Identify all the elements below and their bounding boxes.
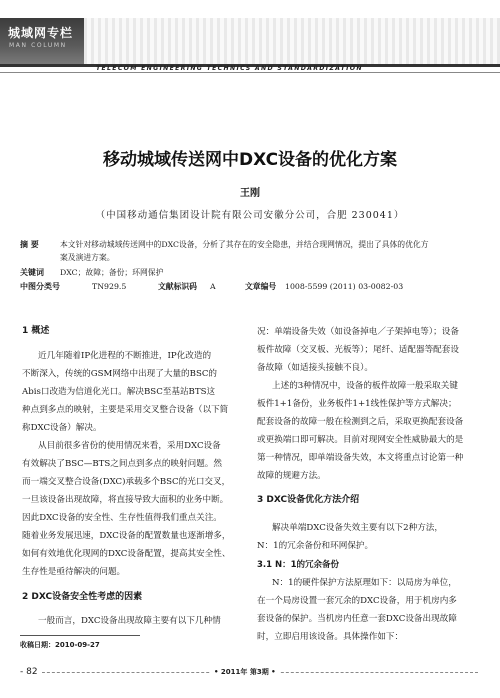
paragraph-line: 板件故障（交叉板、光板等）；尾纤、适配器等配套设 xyxy=(257,345,459,355)
paragraph-line: 板件1+1备份，业务板件1+1线性保护等方式解决； xyxy=(257,399,457,409)
section-heading: 1 概述 xyxy=(22,326,50,336)
paragraph-line: 上述的3种情况中，设备的板件故障一般采取关键 xyxy=(272,381,458,391)
received-date: 收稿日期：2010-09-27 xyxy=(20,641,100,649)
clc-value: TN929.5 xyxy=(92,282,127,291)
abstract-text-line: 案及演进方案。 xyxy=(60,253,115,262)
keywords-label: 关键词 xyxy=(20,268,44,277)
paragraph-line: 第一种情况，即单端设备失效，本文将重点讨论第一种 xyxy=(257,453,464,463)
paragraph-line: 解决单端DXC设备失效主要有以下2种方法， xyxy=(272,523,443,533)
column-subtitle: MAN COLUMN xyxy=(9,42,67,49)
paragraph-line: 称DXC设备）解决。 xyxy=(22,423,102,433)
keywords-block xyxy=(20,266,44,279)
paragraph-line: Abis口改造为信道化光口。解决BSC至基站BTS这 xyxy=(22,387,216,397)
abstract-block xyxy=(20,238,39,251)
paragraph-line: 种点到多点的映射，主要是采用交叉整合设备（以下简 xyxy=(22,405,229,415)
subsection-heading: 3.1 N：1的冗余备份 xyxy=(257,560,340,570)
clc-block xyxy=(20,280,60,293)
paragraph-line: 在一个局房设置一套冗余的DXC设备，用于机房内多 xyxy=(257,596,457,606)
paragraph-line: 况：单端设备失效（如设备掉电／子架掉电等）；设备 xyxy=(257,327,459,337)
paragraph-line: 配套设备的故障一般在检测到之后，采取更换配套设备 xyxy=(257,417,464,427)
paragraph-line: 套设备的保护。当机房内任意一套DXC设备出现故障 xyxy=(257,614,457,624)
author-affiliation: （中国移动通信集团设计院有限公司安徽分公司，合肥 230041） xyxy=(95,210,405,221)
paragraph-line: N：1的冗余备份和环网保护。 xyxy=(257,541,374,551)
paragraph-line: 时，立即启用该设备。具体操作如下： xyxy=(257,632,404,642)
section-heading: 3 DXC设备优化方法介绍 xyxy=(257,495,360,505)
section-heading: 2 DXC设备安全性考虑的因素 xyxy=(22,592,143,602)
doc-code-label: 文献标识码 xyxy=(158,282,197,291)
journal-tagline: TELECOM ENGINEERING TECHNICS AND STANDARDIZATION xyxy=(96,65,363,72)
keywords-text: DXC；故障；备份；环网保护 xyxy=(60,268,164,277)
paragraph-line: 不断深入，传统的GSM网络中出现了大量的BSC的 xyxy=(22,369,218,379)
paragraph-line: 如何有效地优化现网的DXC设备配置，提高其安全性、 xyxy=(22,549,231,559)
article-author: 王刚 xyxy=(240,188,260,199)
article-number-label: 文章编号 xyxy=(245,282,277,291)
issue-label: • 2011年 第3期 • xyxy=(210,667,280,677)
paragraph-line: 有效解决了BSC—BTS之间点到多点的映射问题。然 xyxy=(22,459,222,469)
column-title: 城域网专栏 xyxy=(8,26,74,40)
paragraph-line: 生存性是亟待解决的问题。 xyxy=(22,567,126,577)
article-number-value: 1008-5599 (2011) 03-0082-03 xyxy=(285,282,404,291)
column-badge xyxy=(0,18,84,64)
paragraph-line: 从目前很多省份的使用情况来看，采用DXC设备 xyxy=(38,441,221,451)
paragraph-line: 一旦该设备出现故障，将直接导致大面积的业务中断。 xyxy=(22,495,229,505)
paragraph-line: 而一端交叉整合设备(DXC)承载多个BSC的光口交叉， xyxy=(22,477,231,487)
paragraph-line: 一般而言，DXC设备出现故障主要有以下几种情 xyxy=(38,616,221,626)
article-title: 移动城域传送网中DXC设备的优化方案 xyxy=(102,150,398,170)
paragraph-line: 或更换端口即可解决。目前对现网安全性威胁最大的是 xyxy=(257,435,464,445)
paragraph-line: 因此DXC设备的安全性、生存性值得我们重点关注。 xyxy=(22,513,222,523)
doc-code-value: A xyxy=(210,282,216,291)
paragraph-line: 故障的规避方法。 xyxy=(257,471,326,481)
paragraph-line: 备故障（如适接头接触不良）。 xyxy=(257,363,374,373)
abstract-text-line: 本文针对移动城域传送网中的DXC设备，分析了其存在的安全隐患，并结合现网情况，提出了具体的优化方 xyxy=(60,240,429,249)
clc-label: 中图分类号 xyxy=(20,282,60,291)
journal-header xyxy=(0,0,500,86)
paragraph-line: 随着业务发展迅速，DXC设备的配置数量也逐渐增多， xyxy=(22,531,231,541)
paragraph-line: N：1的硬件保护方法原理如下：以局房为单位， xyxy=(272,578,457,588)
abstract-label: 摘 要 xyxy=(20,240,39,249)
header-texture xyxy=(84,18,500,64)
footnote-rule xyxy=(20,635,140,636)
paragraph-line: 近几年随着IP化进程的不断推进，IP化改造的 xyxy=(38,351,212,361)
page-number: - 82 xyxy=(20,667,42,677)
header-rule-thin xyxy=(0,72,500,73)
